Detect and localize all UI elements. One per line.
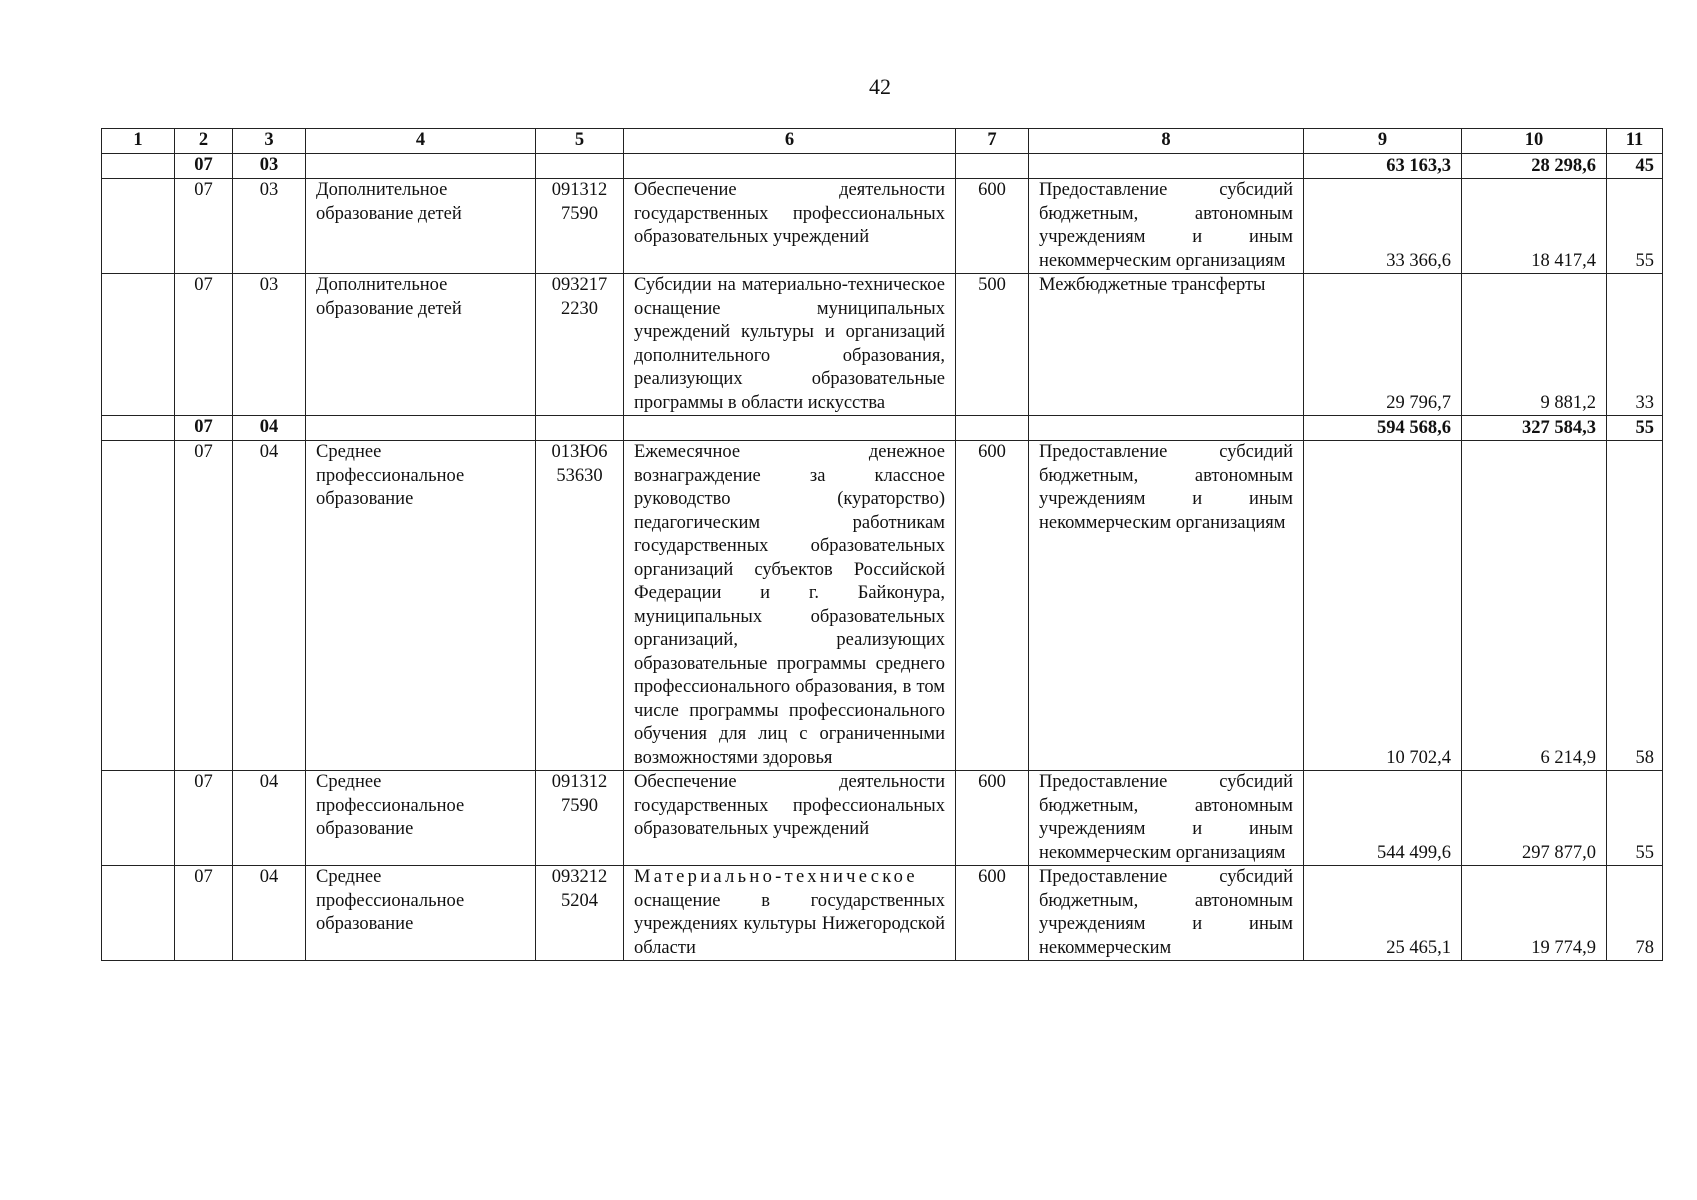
- cell-expense-type: 600: [956, 179, 1029, 274]
- cell-col-1: [102, 441, 175, 771]
- cell-target-code: 091312 7590: [536, 771, 624, 866]
- header-col-8: 8: [1029, 129, 1304, 154]
- cell-planned-amount: 544 499,6: [1304, 771, 1462, 866]
- cell-planned-amount: 29 796,7: [1304, 274, 1462, 416]
- cell-target-name-first-line: Материально-техническое: [634, 867, 918, 887]
- cell-subsection: 03: [233, 179, 306, 274]
- table-row: [102, 441, 1663, 771]
- cell-expense-name: Предоставление субсидий бюджетным, автономным учреждениям и иным некоммерческим организациям: [1029, 179, 1304, 274]
- cell-subsection: 04: [233, 441, 306, 771]
- cell-subsection: 03: [233, 274, 306, 416]
- cell-planned-amount: 25 465,1: [1304, 866, 1462, 961]
- cell-section: 07: [175, 179, 233, 274]
- cell-subsection-name: Дополнительное образование детей: [306, 179, 536, 274]
- cell-target-name: [624, 866, 956, 961]
- cell-section: 07: [175, 416, 233, 441]
- cell-target-code: 093217 2230: [536, 274, 624, 416]
- cell-expense-name: Предоставление субсидий бюджетным, автономным учреждениям и иным некоммерческим организациям: [1029, 771, 1304, 866]
- header-col-10: 10: [1462, 129, 1607, 154]
- cell-percent: 78: [1607, 866, 1663, 961]
- cell-col-1: [102, 771, 175, 866]
- cell-target-name: Субсидии на материально-техническое оснащение муниципальных учреждений культуры и организаций дополнительного образования, реализующих образовательные программы в области искусства: [624, 274, 956, 416]
- cell-col-1: [102, 416, 175, 441]
- cell-col-8: [1029, 416, 1304, 441]
- header-col-5: 5: [536, 129, 624, 154]
- cell-percent: 55: [1607, 179, 1663, 274]
- cell-target-name: Ежемесячное денежное вознаграждение за классное руководство (кураторство) педагогическим работникам государственных образовательных организаций субъектов Российской Федерации и г. Байконура, муниципальных образовательных организаций, реализующих образовательные программы среднего профессионального образования, в том числе программы профессионального обучения для лиц с ограниченными возможностями здоровья: [624, 441, 956, 771]
- cell-subsection-name: Среднее профессиональное образование: [306, 771, 536, 866]
- cell-subsection: 03: [233, 154, 306, 179]
- cell-section: 07: [175, 441, 233, 771]
- cell-percent: 58: [1607, 441, 1663, 771]
- cell-col-8: [1029, 154, 1304, 179]
- cell-target-code: 013Ю6 53630: [536, 441, 624, 771]
- table-row: [102, 771, 1663, 866]
- header-col-7: 7: [956, 129, 1029, 154]
- cell-subsection: 04: [233, 866, 306, 961]
- cell-col-5: [536, 154, 624, 179]
- cell-expense-name: Предоставление субсидий бюджетным, автономным учреждениям и иным некоммерческим организациям: [1029, 441, 1304, 771]
- cell-subsection: 04: [233, 771, 306, 866]
- cell-target-name: Обеспечение деятельности государственных профессиональных образовательных учреждений: [624, 771, 956, 866]
- cell-col-7: [956, 416, 1029, 441]
- cell-subsection-name: Среднее профессиональное образование: [306, 441, 536, 771]
- cell-subsection: 04: [233, 416, 306, 441]
- page-number: 42: [869, 74, 891, 99]
- cell-target-name-rest: оснащение в государственных учреждениях культуры Нижегородской области: [634, 890, 945, 958]
- cell-executed-amount: 297 877,0: [1462, 771, 1607, 866]
- cell-col-1: [102, 274, 175, 416]
- cell-section: 07: [175, 154, 233, 179]
- header-col-9: 9: [1304, 129, 1462, 154]
- budget-table: [101, 128, 1663, 961]
- cell-target-name: Обеспечение деятельности государственных профессиональных образовательных учреждений: [624, 179, 956, 274]
- cell-section: 07: [175, 866, 233, 961]
- cell-percent: 55: [1607, 771, 1663, 866]
- cell-col-1: [102, 179, 175, 274]
- cell-percent: 33: [1607, 274, 1663, 416]
- table-row: [102, 866, 1663, 961]
- cell-executed-amount: 18 417,4: [1462, 179, 1607, 274]
- cell-col-6: [624, 416, 956, 441]
- cell-target-code: 093212 5204: [536, 866, 624, 961]
- header-col-1: 1: [102, 129, 175, 154]
- cell-expense-name: Предоставление субсидий бюджетным, автономным учреждениям и иным некоммерческим: [1029, 866, 1304, 961]
- cell-executed-amount: 19 774,9: [1462, 866, 1607, 961]
- cell-percent: 55: [1607, 416, 1663, 441]
- cell-col-6: [624, 154, 956, 179]
- cell-subsection-name: Дополнительное образование детей: [306, 274, 536, 416]
- cell-expense-type: 500: [956, 274, 1029, 416]
- cell-subsection-name: Среднее профессиональное образование: [306, 866, 536, 961]
- table-row: [102, 179, 1663, 274]
- cell-expense-type: 600: [956, 441, 1029, 771]
- cell-planned-amount: 594 568,6: [1304, 416, 1462, 441]
- cell-planned-amount: 63 163,3: [1304, 154, 1462, 179]
- cell-executed-amount: 6 214,9: [1462, 441, 1607, 771]
- cell-col-4: [306, 416, 536, 441]
- cell-expense-name: Межбюджетные трансферты: [1029, 274, 1304, 416]
- header-col-4: 4: [306, 129, 536, 154]
- cell-col-7: [956, 154, 1029, 179]
- cell-col-1: [102, 866, 175, 961]
- cell-planned-amount: 10 702,4: [1304, 441, 1462, 771]
- cell-expense-type: 600: [956, 866, 1029, 961]
- cell-col-5: [536, 416, 624, 441]
- header-col-2: 2: [175, 129, 233, 154]
- header-row: [102, 129, 1663, 154]
- cell-executed-amount: 327 584,3: [1462, 416, 1607, 441]
- cell-planned-amount: 33 366,6: [1304, 179, 1462, 274]
- cell-col-4: [306, 154, 536, 179]
- cell-target-code: 091312 7590: [536, 179, 624, 274]
- cell-expense-type: 600: [956, 771, 1029, 866]
- header-col-6: 6: [624, 129, 956, 154]
- header-col-3: 3: [233, 129, 306, 154]
- table-row: [102, 274, 1663, 416]
- cell-executed-amount: 28 298,6: [1462, 154, 1607, 179]
- cell-percent: 45: [1607, 154, 1663, 179]
- cell-col-1: [102, 154, 175, 179]
- cell-executed-amount: 9 881,2: [1462, 274, 1607, 416]
- header-col-11: 11: [1607, 129, 1663, 154]
- subtotal-row: [102, 154, 1663, 179]
- cell-section: 07: [175, 274, 233, 416]
- cell-section: 07: [175, 771, 233, 866]
- subtotal-row: [102, 416, 1663, 441]
